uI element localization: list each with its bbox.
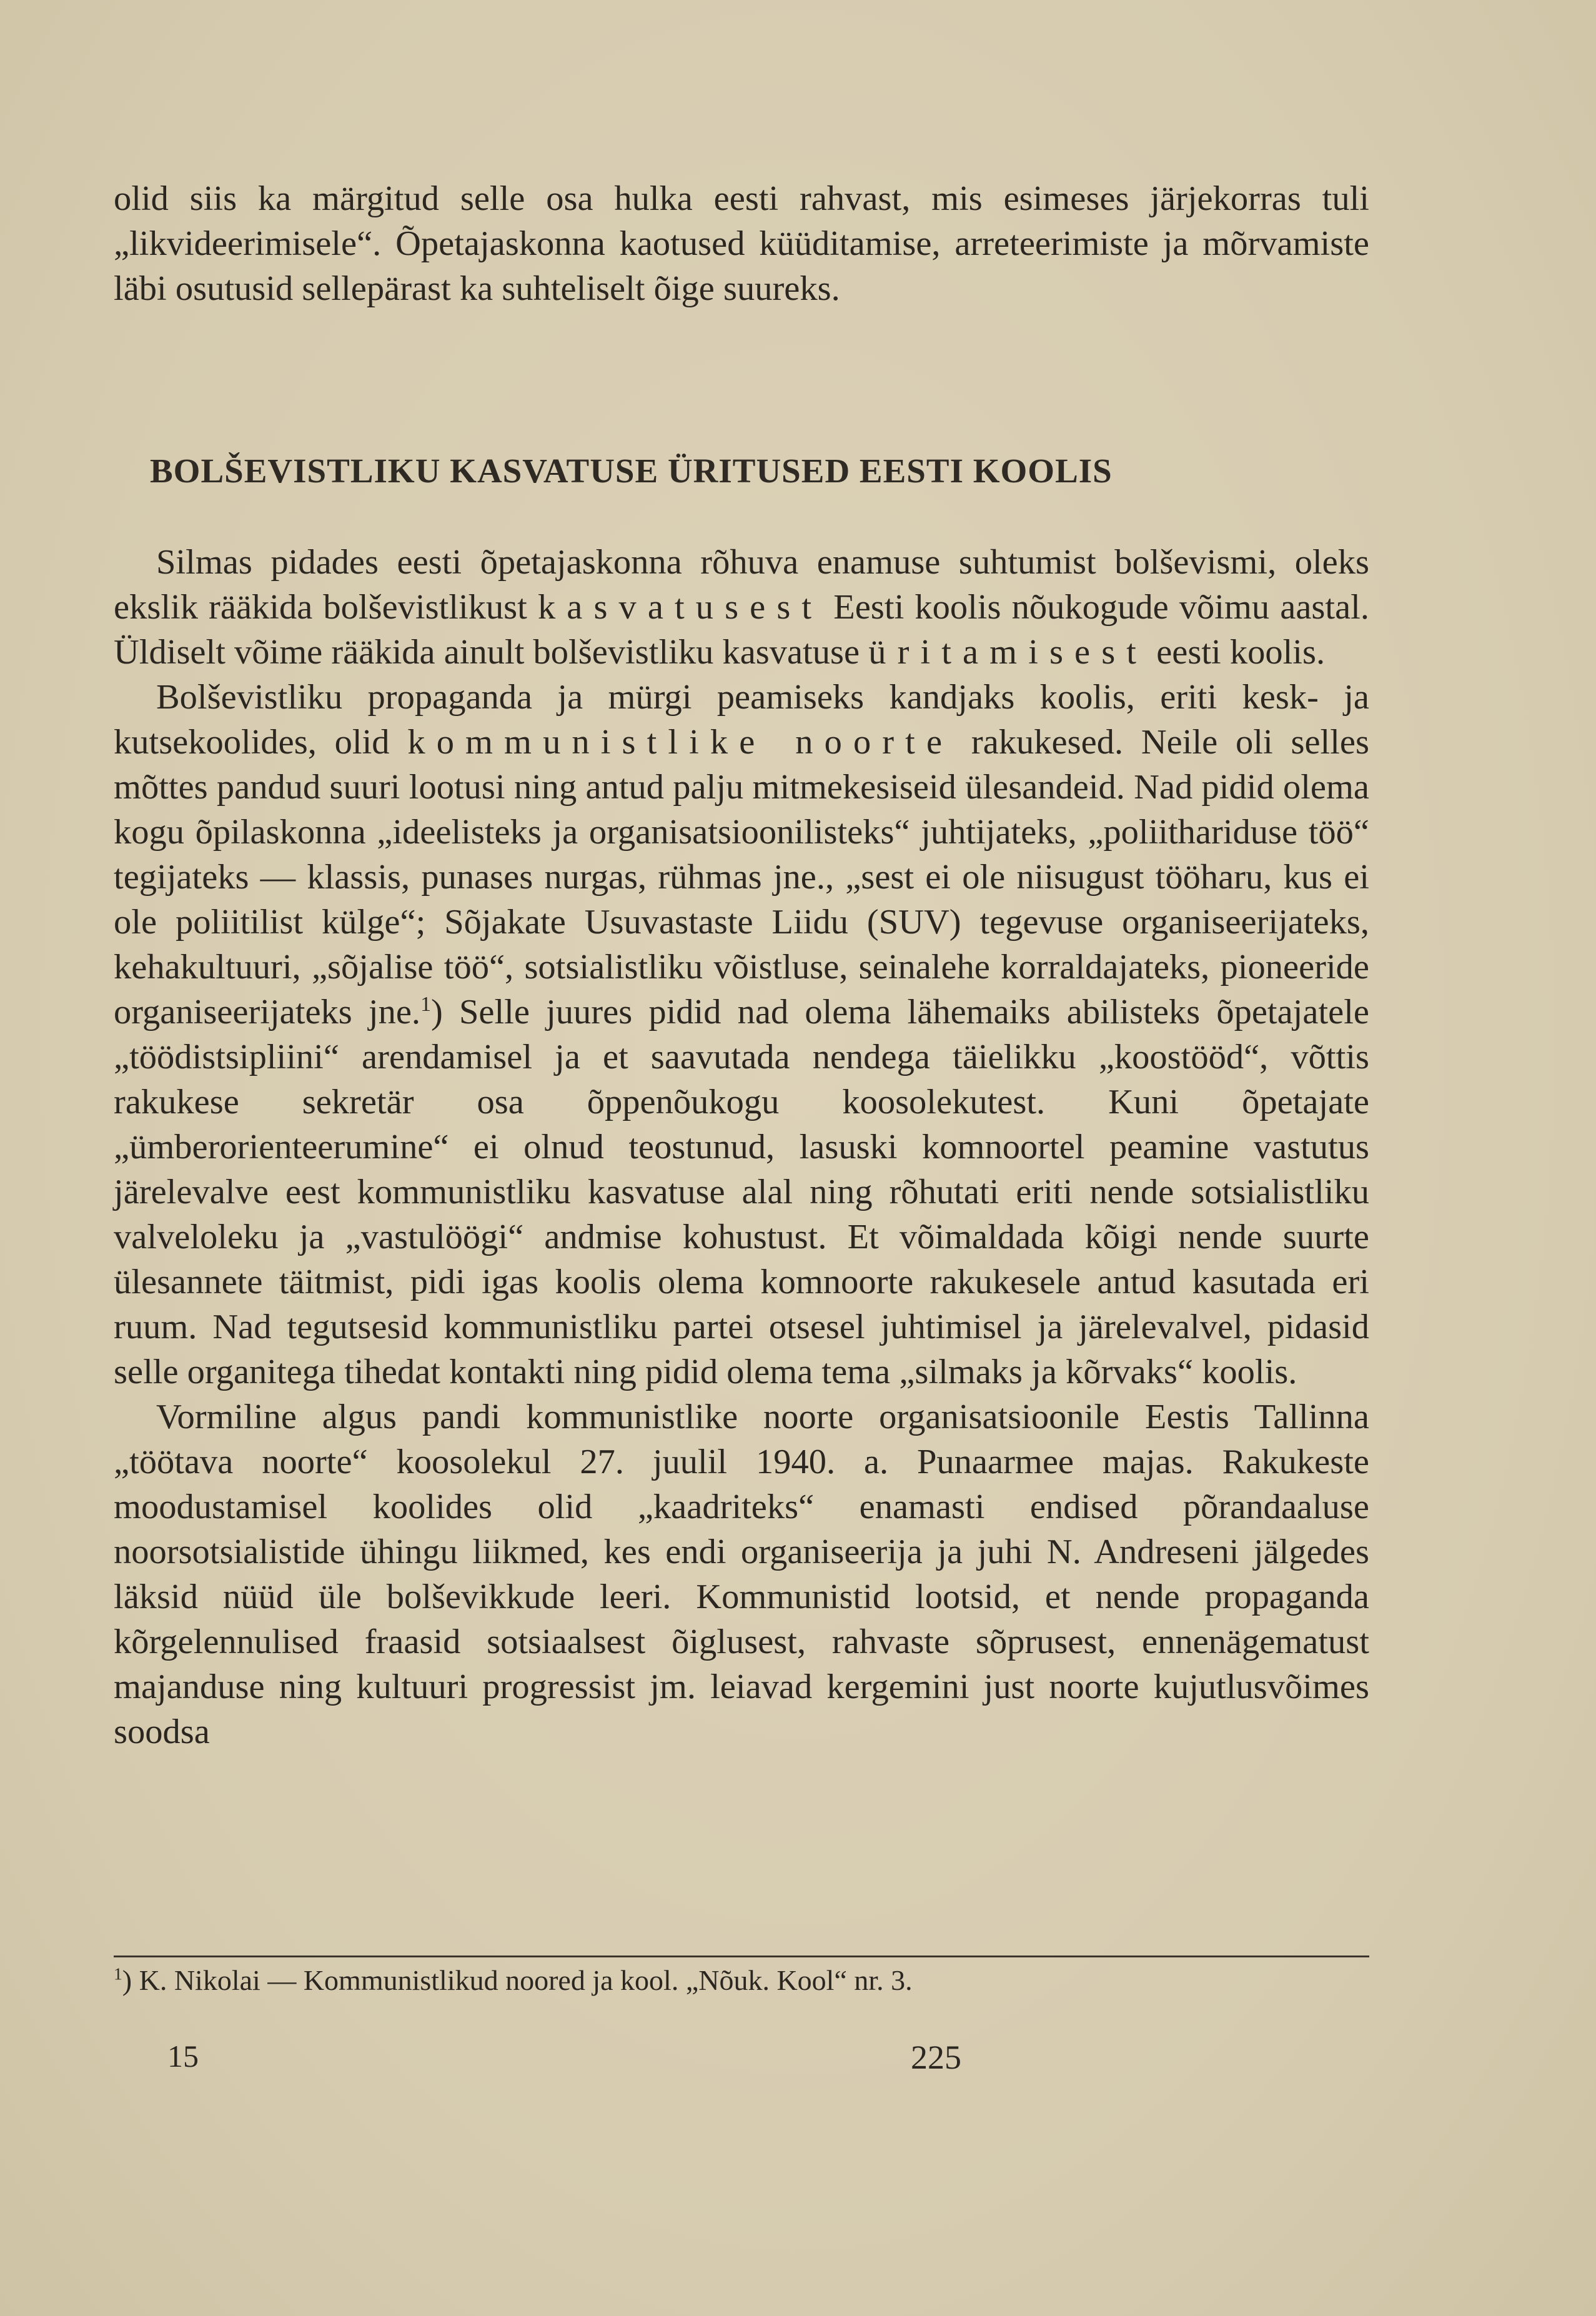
paragraph-3: Vormiline algus pandi kommunistlike noorte organisatsioonile Eestis Tallinna „töötava noorte“ koosolekul 27. juulil 1940. a. Punaarmee majas. Rakukeste moodustamisel koolides olid „kaadriteks“ enamasti endised põrandaaluse noorsotsialistide ühingu liikmed, kes endi organiseerija ja juhi N. Andreseni jälgedes läksid nüüd üle bolševikkude leeri. Kommunistid lootsid, et nende propaganda kõrgelennulised fraasid sotsiaalsest õiglusest, rahvaste sõprusest, ennenägematust majanduse ning kultuuri progressist jm. leiavad kergemini just noorte kujutlusvõimes soodsa bbox=[114, 1398, 1369, 1751]
section-body bbox=[114, 540, 1369, 1754]
paragraph-2-part-c: rakukesed. Neile oli selles mõttes pandud suuri lootusi ning antud palju mitmekesiseid ülesandeid. Nad pidid olema kogu õpilaskonna „ideelisteks ja organisatsioonilisteks“ juhtijateks, „poliithariduse töö“ tegijateks — klassis, punases nurgas, rühmas jne., „sest ei ole niisugust tööharu, kus ei ole poliitilist külge“; Sõjakate Usuvastaste Liidu (SUV) tegevuse organiseerijateks, kehakultuuri, „sõjalise töö“, sotsialistliku võistluse, seinalehe korraldajateks, pioneeride organiseerijateks jne. bbox=[114, 723, 1369, 1031]
paragraph-2 bbox=[114, 675, 1369, 1394]
paragraph-1 bbox=[114, 540, 1369, 675]
paragraph-2-part-a: Bolševistliku propaganda ja mürgi peamiseks kandjaks koolis, eriti kesk- ja kutsekoolides, olid bbox=[114, 678, 1369, 762]
intro-paragraph bbox=[114, 176, 1369, 311]
footnote-divider bbox=[114, 1956, 1369, 1957]
spaced-word-uritamisest: üritamisest bbox=[868, 633, 1148, 672]
paragraph-2-part-d: ) Selle juures pidid nad olema lähemaiks abilisteks õpetajatele „töödistsipliini“ arendamisel ja et saavutada nendega täielikku „koostööd“, võttis rakukese sekretär osa õppenõukogu koosolekutest. Kuni õpetajate „ümberorienteerumine“ ei olnud teostunud, lasuski komnoortel peamine vastutus järelevalve eest kommunistliku kasvatuse alal ning rõhutati eriti nende sotsialistliku valveloleku ja „vastulöögi“ andmise kohustust. Et võimaldada kõigi nende suurte ülesannete täitmist, pidi igas koolis olema komnoorte rakukesele antud kasutada eri ruum. Nad tegutsesid kommunistliku partei otsesel juhtimisel ja järelevalvel, pidasid selle organitega tihedat kontakti ning pidid olema tema „silmaks ja kõrvaks“ koolis. bbox=[114, 993, 1369, 1391]
spaced-word-kasvatusest: kasvatusest bbox=[537, 588, 823, 627]
page-number: 225 bbox=[911, 2039, 961, 2076]
footnote-reference: 1 bbox=[420, 993, 432, 1016]
footnote-text: ) K. Nikolai — Kommunistlikud noored ja kool. „Nõuk. Kool“ nr. 3. bbox=[122, 1964, 913, 1996]
paragraph-1-part-a: Silmas pidades eesti õpetajaskonna rõhuva enamuse suhtumist bolševismi, oleks ekslik rääkida bolševistlikust bbox=[114, 543, 1369, 627]
paragraph-1-part-e: eesti koolis. bbox=[1147, 633, 1326, 672]
intro-text: olid siis ka märgitud selle osa hulka eesti rahvast, mis esimeses järjekorras tuli „likvideerimisele“. Õpetajaskonna kaotused küüditamise, arreteerimiste ja mõrvamiste läbi osutusid sellepärast ka suhteliselt õige suureks. bbox=[114, 179, 1369, 308]
section-heading: BOLŠEVISTLIKU KASVATUSE ÜRITUSED EESTI KOOLIS bbox=[150, 452, 1113, 490]
footnote-mark: 1 bbox=[114, 1964, 122, 1984]
paragraph-1-part-c: Eesti koolis nõukogude võimu aastal. Üldiselt võime rääkida ainult bolševistliku kasvatuse bbox=[114, 588, 1369, 672]
spaced-phrase-kommunistlike-noorte: kommunistlike noorte bbox=[407, 723, 954, 762]
signature-mark: 15 bbox=[167, 2039, 199, 2074]
footnote bbox=[114, 1962, 1369, 1999]
